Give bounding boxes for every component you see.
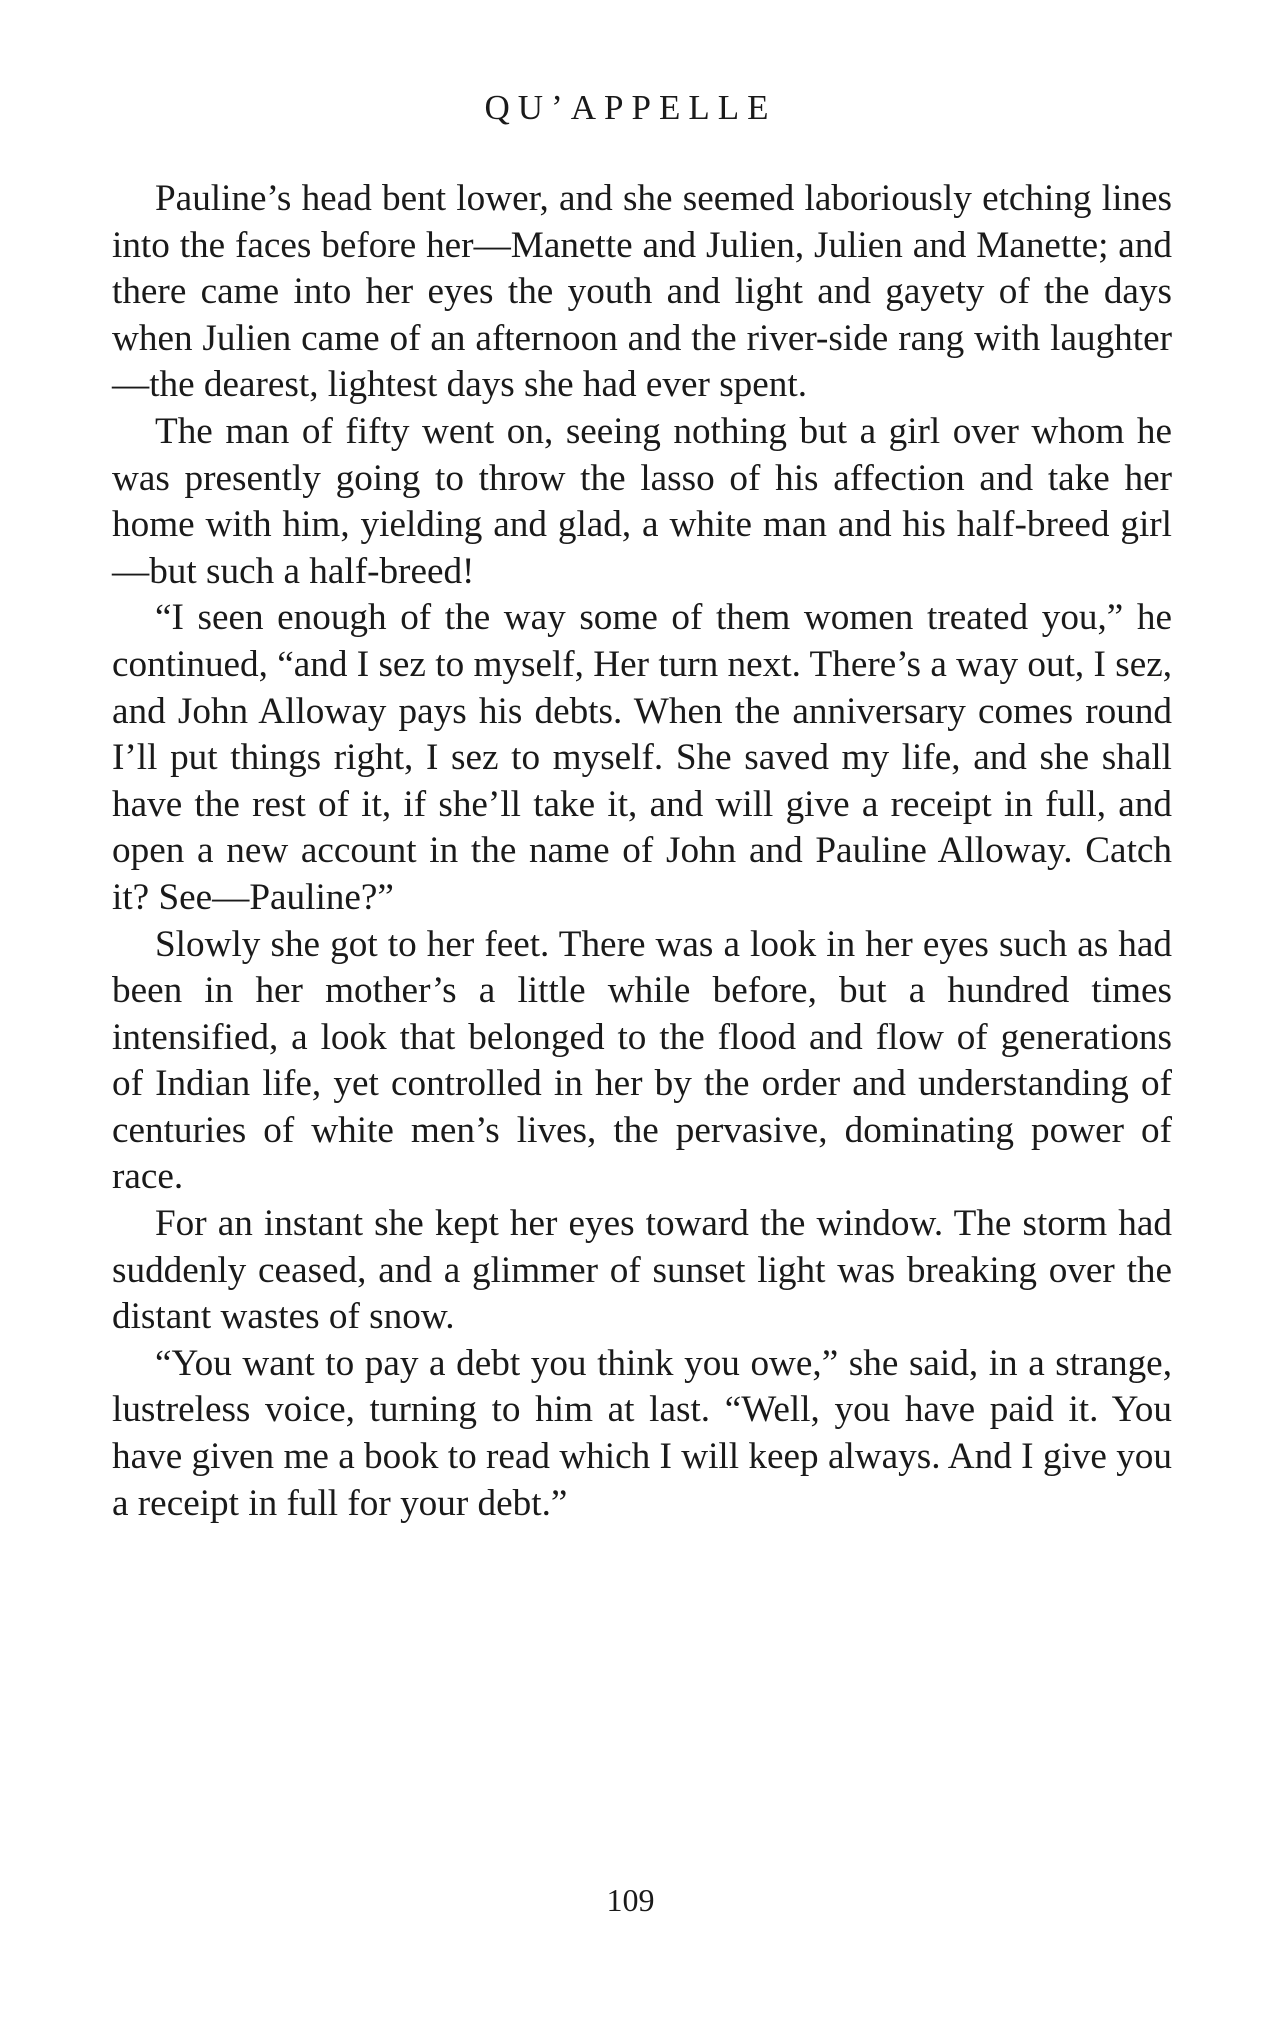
paragraph: Slowly she got to her feet. There was a look in her eyes such as had been in her mother’s a little while before, but a hundred times intensified, a look that belonged to the flood and flow of generations of Indian life, yet controlled in her by the order and understanding of centuries of white men’s lives, the pervasive, dominating power of race. [112,923,1172,1198]
running-head: QU’APPELLE [484,88,777,127]
page-number: 109 [606,1882,655,1918]
paragraph: The man of fifty went on, seeing nothing but a girl over whom he was presently going to throw the lasso of his affection and take her home with him, yielding and glad, a white man and his half-breed girl—but such a half-breed! [112,410,1172,592]
paragraph: “You want to pay a debt you think you owe,” she said, in a strange, lustreless voice, turning to him at last. “Well, you have paid it. You have given me a book to read which I will keep always. And I give you a receipt in full for your debt.” [112,1342,1172,1524]
body-text [112,176,1172,1527]
paragraph: Pauline’s head bent lower, and she seemed laboriously etching lines into the faces before her—Manette and Julien, Julien and Manette; and there came into her eyes the youth and light and gayety of the days when Julien came of an afternoon and the river-side rang with laughter—the dearest, lightest days she had ever spent. [112,178,1172,406]
paragraph: “I seen enough of the way some of them women treated you,” he continued, “and I sez to myself, Her turn next. There’s a way out, I sez, and John Alloway pays his debts. When the anniversary comes round I’ll put things right, I sez to myself. She saved my life, and she shall have the rest of it, if she’ll take it, and will give a receipt in full, and open a new account in the name of John and Pauline Alloway. Catch it? See—Pauline?” [112,597,1172,918]
paragraph: For an instant she kept her eyes toward the window. The storm had suddenly ceased, and a glimmer of sunset light was breaking over the distant wastes of snow. [112,1203,1172,1338]
